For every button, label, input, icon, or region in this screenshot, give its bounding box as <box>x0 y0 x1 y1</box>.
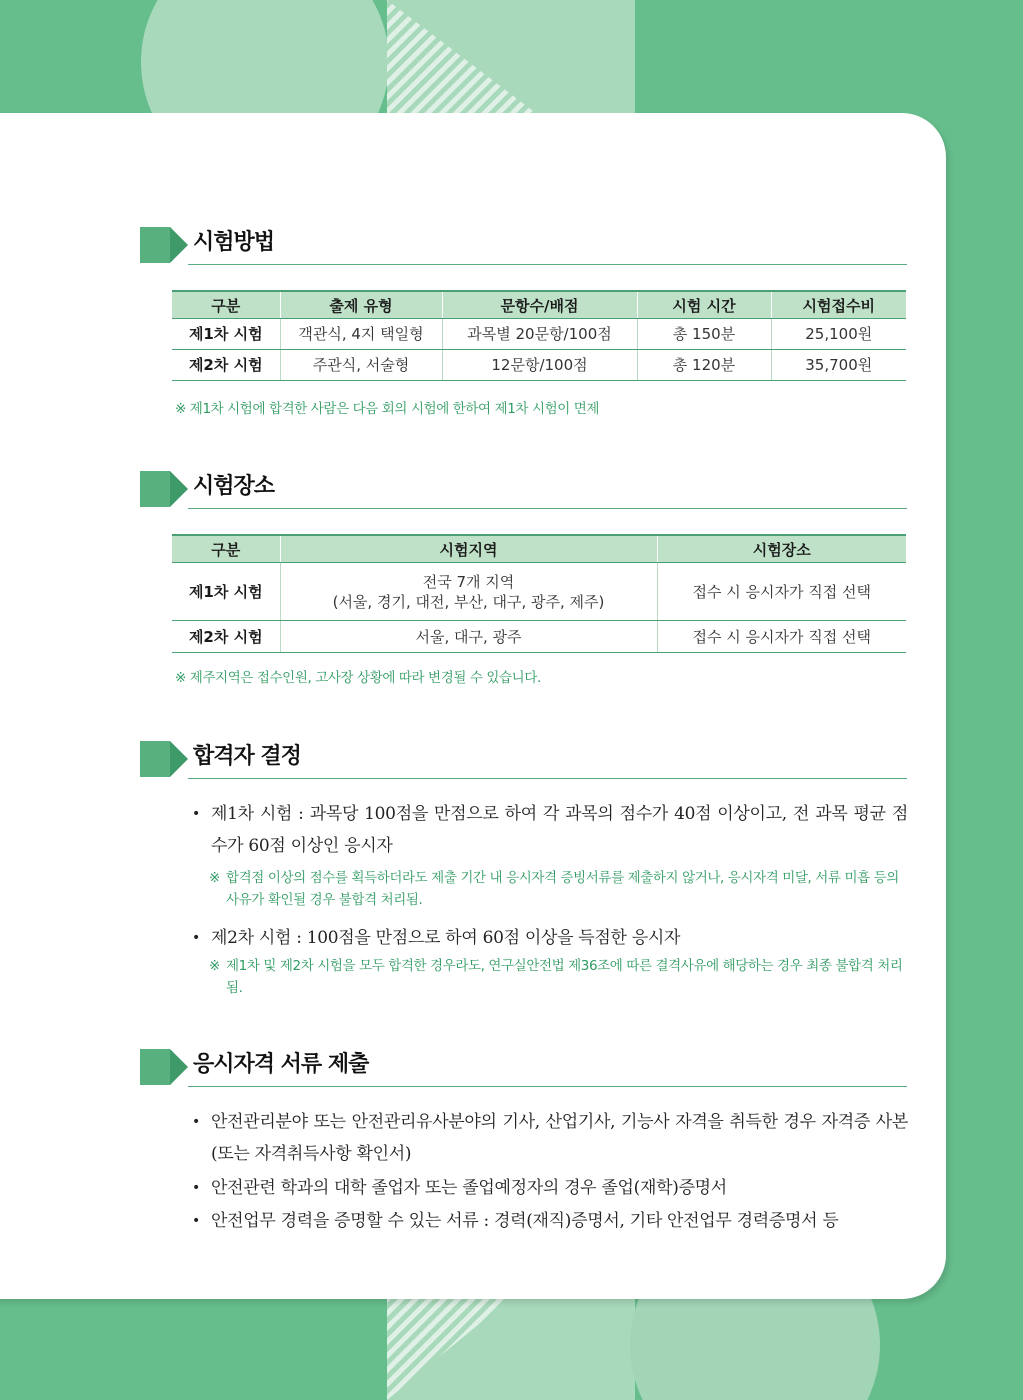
table-cell: 접수 시 응시자가 직접 선택 <box>657 621 906 653</box>
table-header-row <box>172 291 906 319</box>
section-title: 시험장소 <box>193 474 275 499</box>
section-divider <box>188 1086 907 1087</box>
table-row <box>172 563 906 621</box>
section-title: 합격자 결정 <box>193 744 301 769</box>
column-header: 구분 <box>172 535 280 563</box>
list-item-text: 제2차 시험 : 100점을 만점으로 하여 60점 이상을 득점한 응시자 <box>211 928 681 948</box>
section-title: 응시자격 서류 제출 <box>193 1052 369 1077</box>
list-item <box>192 1172 908 1204</box>
table-cell: 35,700원 <box>771 350 906 381</box>
bullet-icon: • <box>192 930 200 946</box>
table-cell <box>280 563 657 621</box>
column-header: 시험지역 <box>280 535 657 563</box>
region-line: 전국 7개 지역 <box>422 572 515 591</box>
column-header: 출제 유형 <box>280 291 442 319</box>
table-cell: 과목별 20문항/100점 <box>442 319 637 350</box>
table-cell: 제2차 시험 <box>172 621 280 653</box>
table-row <box>172 350 906 381</box>
arrow-tab-icon <box>140 471 188 507</box>
table-footnote: ※ 제주지역은 접수인원, 고사장 상황에 따라 변경될 수 있습니다. <box>175 670 541 686</box>
list-item <box>192 798 908 862</box>
section-header-pass-decision <box>140 738 907 784</box>
table-cell: 총 150분 <box>637 319 771 350</box>
column-header: 시험접수비 <box>771 291 906 319</box>
list-subnote <box>209 867 907 911</box>
section-divider <box>188 778 907 779</box>
exam-method-table <box>172 290 906 381</box>
table-cell: 서울, 대구, 광주 <box>280 621 657 653</box>
table-header-row <box>172 535 906 563</box>
column-header: 문항수/배점 <box>442 291 637 319</box>
note-mark-icon: ※ <box>209 870 220 886</box>
table-row <box>172 621 906 653</box>
table-cell: 12문항/100점 <box>442 350 637 381</box>
list-item <box>192 922 908 954</box>
section-title: 시험방법 <box>193 230 275 255</box>
section-header-exam-method <box>140 224 907 270</box>
table-cell: 접수 시 응시자가 직접 선택 <box>657 563 906 621</box>
table-footnote: ※ 제1차 시험에 합격한 사람은 다음 회의 시험에 한하여 제1차 시험이 면제 <box>175 401 600 417</box>
section-header-exam-location <box>140 468 907 514</box>
column-header: 구분 <box>172 291 280 319</box>
note-mark-icon: ※ <box>209 958 220 974</box>
list-item <box>192 1106 908 1170</box>
bullet-icon: • <box>192 806 200 822</box>
table-cell: 총 120분 <box>637 350 771 381</box>
table-cell: 제1차 시험 <box>172 563 280 621</box>
table-cell: 객관식, 4지 택일형 <box>280 319 442 350</box>
section-divider <box>188 508 907 509</box>
subnote-text: 합격점 이상의 점수를 획득하더라도 제출 기간 내 응시자격 증빙서류를 제출하지 않거나, 응시자격 미달, 서류 미흡 등의 사유가 확인될 경우 불합격 처리됨. <box>226 870 899 908</box>
bullet-icon: • <box>192 1180 200 1196</box>
region-line: (서울, 경기, 대전, 부산, 대구, 광주, 제주) <box>332 592 605 611</box>
column-header: 시험 시간 <box>637 291 771 319</box>
table-row <box>172 319 906 350</box>
bullet-icon: • <box>192 1213 200 1229</box>
list-item <box>192 1205 908 1237</box>
section-header-document-submission <box>140 1046 907 1092</box>
table-cell: 주관식, 서술형 <box>280 350 442 381</box>
list-item-text: 제1차 시험 : 과목당 100점을 만점으로 하여 각 과목의 점수가 40점 이상이고, 전 과목 평균 점수가 60점 이상인 응시자 <box>211 804 908 856</box>
subnote-text: 제1차 및 제2차 시험을 모두 합격한 경우라도, 연구실안전법 제36조에 따른 결격사유에 해당하는 경우 최종 불합격 처리됨. <box>226 958 903 996</box>
arrow-tab-icon <box>140 227 188 263</box>
bullet-icon: • <box>192 1114 200 1130</box>
list-item-text: 안전관련 학과의 대학 졸업자 또는 졸업예정자의 경우 졸업(재학)증명서 <box>211 1178 727 1198</box>
list-item-text: 안전업무 경력을 증명할 수 있는 서류 : 경력(재직)증명서, 기타 안전업무 경력증명서 등 <box>211 1211 839 1231</box>
list-subnote <box>209 955 907 999</box>
arrow-tab-icon <box>140 741 188 777</box>
section-divider <box>188 264 907 265</box>
table-cell: 25,100원 <box>771 319 906 350</box>
exam-location-table <box>172 534 906 653</box>
table-cell: 제2차 시험 <box>172 350 280 381</box>
column-header: 시험장소 <box>657 535 906 563</box>
table-cell: 제1차 시험 <box>172 319 280 350</box>
list-item-text: 안전관리분야 또는 안전관리유사분야의 기사, 산업기사, 기능사 자격을 취득한 경우 자격증 사본(또는 자격취득사항 확인서) <box>211 1112 908 1164</box>
arrow-tab-icon <box>140 1049 188 1085</box>
